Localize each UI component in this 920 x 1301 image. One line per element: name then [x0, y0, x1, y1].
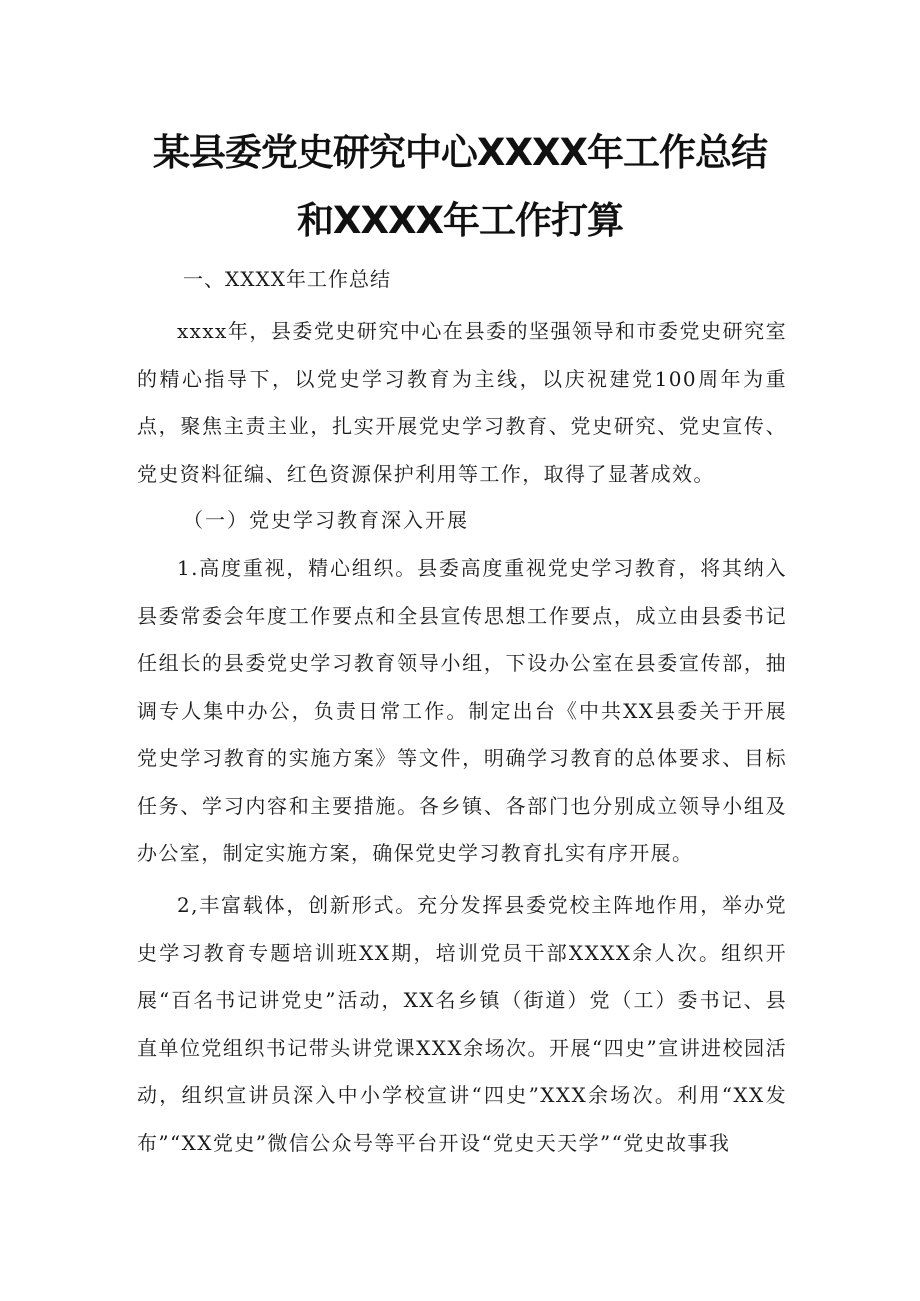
document-title-line-2: 和XXXX年工作打算 [296, 199, 624, 242]
intro-paragraph: xxxx年，县委党史研究中心在县委的坚强领导和市委党史研究室的精心指导下，以党史学习教育为主线，以庆祝建党100周年为重点，聚焦主责主业，扎实开展党史学习教育、党史研究、党史宣传、党史资料征编、红色资源保护利用等工作，取得了显著成效。 [137, 319, 787, 486]
item-1-paragraph: 1.高度重视，精心组织。县委高度重视党史学习教育，将其纳入县委常委会年度工作要点和全县宣传思想工作要点，成立由县委书记任组长的县委党史学习教育领导小组，下设办公室在县委宣传部，抽调专人集中办公，负责日常工作。制定出台《中共XX县委关于开展党史学习教育的实施方案》等文件，明确学习教育的总体要求、目标任务、学习内容和主要措施。各乡镇、各部门也分别成立领导小组及办公室，制定实施方案，确保党史学习教育扎实有序开展。 [137, 556, 787, 865]
section-heading: 一、XXXX年工作总结 [183, 267, 391, 291]
document-title-line-1: 某县委党史研究中心XXXX年工作总结 [152, 131, 768, 174]
item-2-paragraph: 2,丰富载体，创新形式。充分发挥县委党校主阵地作用，举办党史学习教育专题培训班XX期，培训党员干部XXXX余人次。组织开展“百名书记讲党史”活动，XX名乡镇（街道）党（工）委书记、县直单位党组织书记带头讲党课XXX余场次。开展“四史”宣讲进校园活动，组织宣讲员深入中小学校宣讲“四史”XXX余场次。利用“XX发布”“XX党史”微信公众号等平台开设“党史天天学”“党史故事我 [137, 893, 787, 1155]
subsection-heading: （一）党史学习教育深入开展 [183, 508, 469, 532]
